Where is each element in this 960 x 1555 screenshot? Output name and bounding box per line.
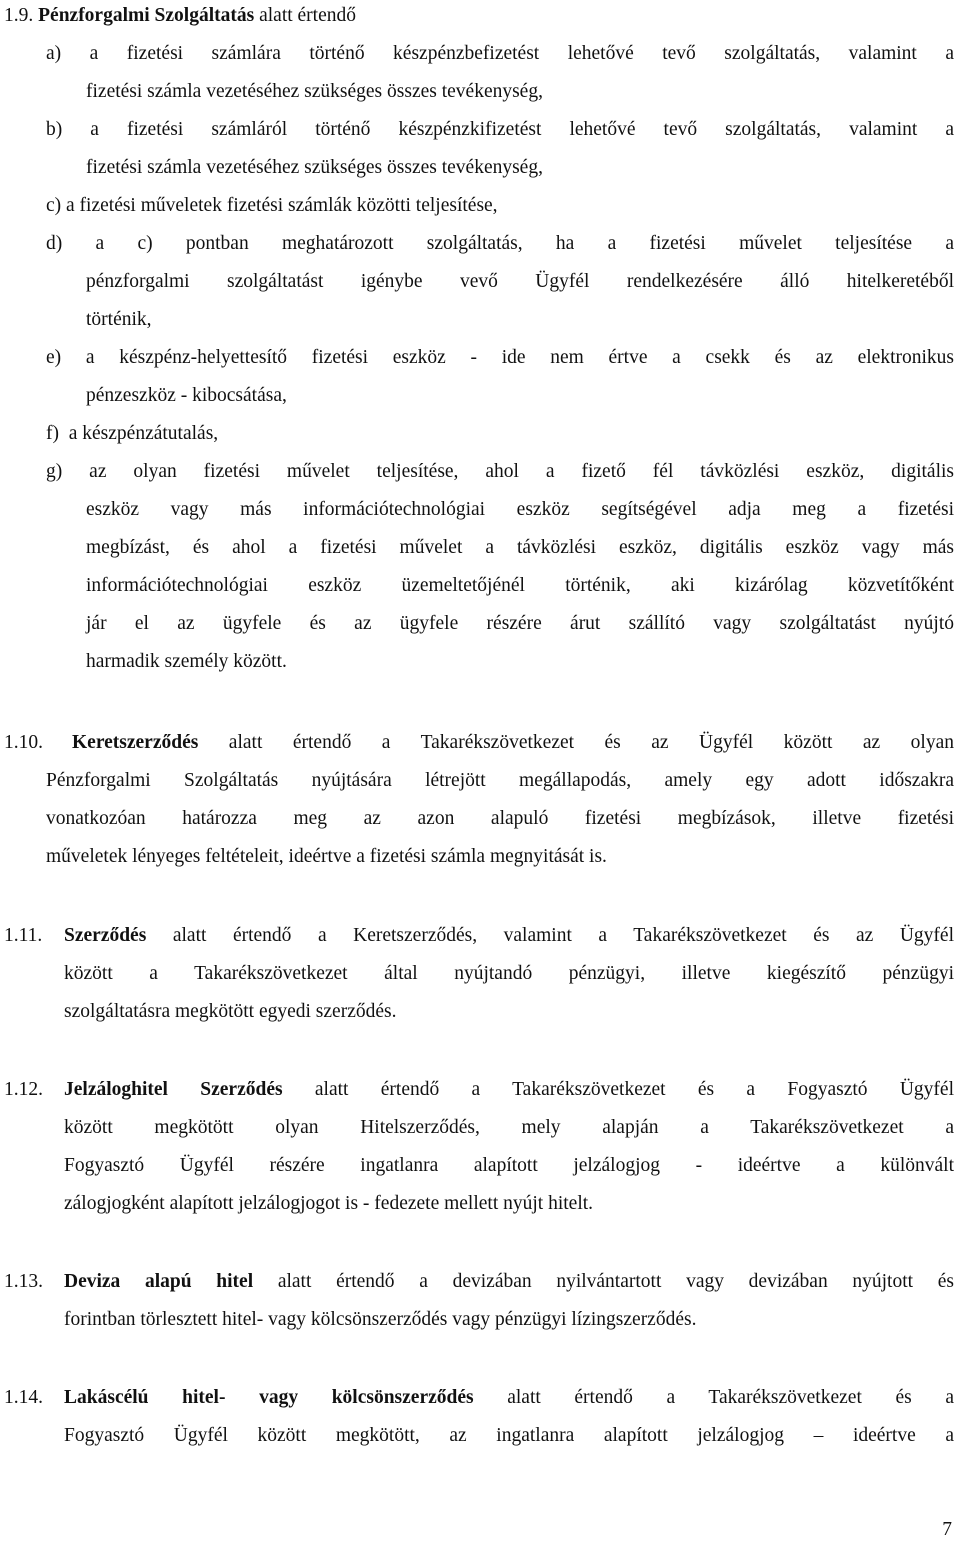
item-g-line-6: harmadik személy között.	[86, 651, 287, 672]
section-number: 1.14.	[4, 1387, 43, 1408]
section-number: 1.12.	[4, 1079, 43, 1100]
section-1-10-line-2: Pénzforgalmi Szolgáltatás nyújtására létrejött megállapodás, amely egy adott időszakra	[46, 770, 954, 791]
defined-term: Jelzáloghitel Szerződés	[64, 1079, 283, 1100]
item-g-line-5: jár el az ügyfele és az ügyfele részére árut szállító vagy szolgáltatást nyújtó	[86, 613, 954, 634]
defined-term: Deviza alapú hitel	[64, 1271, 254, 1292]
item-g-line-1: g) az olyan fizetési művelet teljesítése, ahol a fizető fél távközlési eszköz, digitális	[46, 461, 954, 482]
item-g-line-3: megbízást, és ahol a fizetési művelet a távközlési eszköz, digitális eszköz vagy más	[86, 537, 954, 558]
heading-text: alatt értendő	[254, 5, 357, 26]
section-1-12-line-3: Fogyasztó Ügyfél részére ingatlanra alapított jelzálogjog - ideértve a különvált	[64, 1155, 954, 1176]
defined-term: Keretszerződés	[72, 732, 199, 753]
section-1-11-line-3: szolgáltatásra megkötött egyedi szerződés.	[64, 1001, 397, 1022]
defined-term: Szerződés	[64, 925, 147, 946]
item-g-line-2: eszköz vagy más információtechnológiai eszköz segítségével adja meg a fizetési	[86, 499, 954, 520]
section-number: 1.9.	[4, 5, 34, 26]
defined-term: Lakáscélú hitel- vagy kölcsönszerződés	[64, 1387, 474, 1408]
defined-term: Pénzforgalmi Szolgáltatás	[38, 5, 255, 26]
text: alatt értendő a Takarékszövetkezet és a	[473, 1387, 954, 1408]
item-d-line-3: történik,	[86, 309, 152, 330]
page-number: 7	[942, 1519, 952, 1540]
item-d-line-2: pénzforgalmi szolgáltatást igénybe vevő Ügyfél rendelkezésére álló hitelkeretéből	[86, 271, 954, 292]
section-number: 1.13.	[4, 1271, 43, 1292]
section-1-14-line-2: Fogyasztó Ügyfél között megkötött, az ingatlanra alapított jelzálogjog – ideértve a	[64, 1425, 954, 1446]
item-f-line-1: f) a készpénzátutalás,	[46, 423, 219, 444]
text: alatt értendő a Takarékszövetkezet és az Ügyfél között az olyan	[198, 732, 954, 753]
section-1-13-line-1	[64, 1270, 954, 1294]
item-g-line-4: információtechnológiai eszköz üzemeltetőjénél történik, aki kizárólag közvetítőként	[86, 575, 954, 596]
section-1-11-line-2: között a Takarékszövetkezet által nyújtandó pénzügyi, illetve kiegészítő pénzügyi	[64, 963, 954, 984]
section-1-9-heading	[4, 4, 356, 28]
item-d-line-1: d) a c) pontban meghatározott szolgáltatás, ha a fizetési művelet teljesítése a	[46, 233, 954, 254]
item-b-line-2: fizetési számla vezetéséhez szükséges összes tevékenység,	[86, 157, 543, 178]
section-1-12-line-2: között megkötött olyan Hitelszerződés, mely alapján a Takarékszövetkezet a	[64, 1117, 954, 1138]
section-1-10-line-3: vonatkozóan határozza meg az azon alapuló fizetési megbízások, illetve fizetési	[46, 808, 954, 829]
item-a-line-1: a) a fizetési számlára történő készpénzbefizetést lehetővé tevő szolgáltatás, valamint a	[46, 43, 954, 64]
section-1-13-line-2: forintban törlesztett hitel- vagy kölcsönszerződés vagy pénzügyi lízingszerződés.	[64, 1309, 697, 1330]
item-b-line-1: b) a fizetési számláról történő készpénzkifizetést lehetővé tevő szolgáltatás, valamint a	[46, 119, 954, 140]
section-1-12-line-1	[64, 1078, 954, 1102]
section-1-11-line-1	[64, 924, 954, 948]
section-number: 1.10.	[4, 732, 43, 753]
section-1-12-line-4: zálogjogként alapított jelzálogjogot is - fedezete mellett nyújt hitelt.	[64, 1193, 594, 1214]
item-c-line-1: c) a fizetési műveletek fizetési számlák közötti teljesítése,	[46, 195, 498, 216]
item-a-line-2: fizetési számla vezetéséhez szükséges összes tevékenység,	[86, 81, 543, 102]
text: alatt értendő a devizában nyilvántartott vagy devizában nyújtott és	[253, 1271, 954, 1292]
section-1-14-line-1	[64, 1386, 954, 1410]
text: alatt értendő a Keretszerződés, valamint a Takarékszövetkezet és az Ügyfél	[146, 925, 954, 946]
section-number: 1.11.	[4, 925, 43, 946]
section-1-10-line-1	[72, 731, 954, 755]
text: alatt értendő a Takarékszövetkezet és a Fogyasztó Ügyfél	[282, 1079, 955, 1100]
section-1-10-line-4: műveletek lényeges feltételeit, ideértve a fizetési számla megnyitását is.	[46, 846, 607, 867]
item-e-line-2: pénzeszköz - kibocsátása,	[86, 385, 287, 406]
item-e-line-1: e) a készpénz-helyettesítő fizetési eszköz - ide nem értve a csekk és az elektronikus	[46, 347, 954, 368]
